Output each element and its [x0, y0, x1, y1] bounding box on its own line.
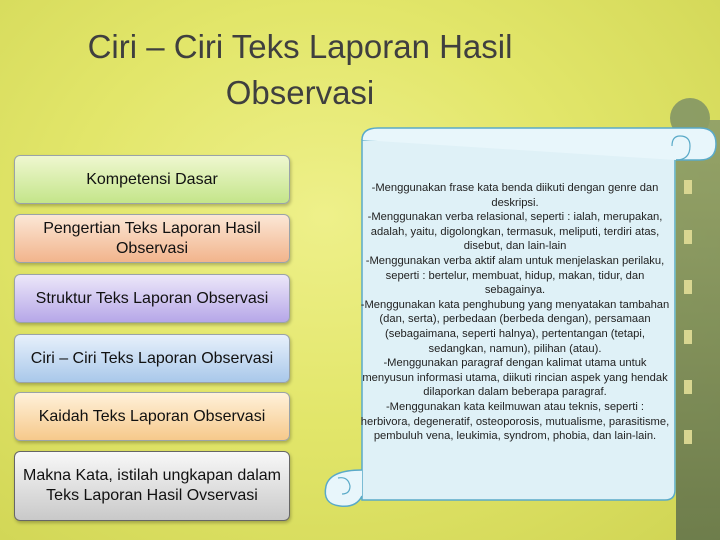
- menu-button-label: Makna Kata, istilah ungkapan dalam Teks Laporan Hasil Ovservasi: [23, 467, 281, 504]
- characteristic-paragraph: -Menggunakan kata penghubung yang menyatakan tambahan (dan, serta), perbedaan (berbeda dengan), persamaan (sebagaimana, seperti halnya), pertentangan (tetapi, sedangkan, namun), pilihan (atau).: [360, 298, 670, 355]
- characteristic-paragraph: -Menggunakan verba aktif alam untuk menjelaskan perilaku, seperti : bertelur, membuat, hidup, makan, tidur, dan sebagainya.: [365, 254, 665, 297]
- menu-button-label: Kaidah Teks Laporan Observasi: [38, 407, 266, 425]
- characteristic-paragraph: -Menggunakan kata keilmuwan atau teknis, seperti : herbivora, degeneratif, osteoporosis, mutualisme, parasitisme, pembuluh vena, leukimia, syndrom, phobia, dan lain-lain.: [360, 400, 670, 443]
- characteristic-paragraph: -Menggunakan verba relasional, seperti : ialah, merupakan, adalah, yaitu, digolongkan, termasuk, meliputi, terdiri atas, disebut, dan lain-lain: [367, 211, 663, 253]
- characteristic-paragraph: -Menggunakan paragraf dengan kalimat utama untuk menyusun informasi utama, diikuti rincian aspek yang hendak dilaporkan dalam beberapa paragraf.: [362, 357, 668, 399]
- slide-title-line-2: Observasi: [225, 74, 375, 111]
- characteristic-paragraph: -Menggunakan frase kata benda diikuti dengan genre dan deskripsi.: [371, 182, 659, 209]
- slide-title-line-1: Ciri – Ciri Teks Laporan Hasil: [87, 28, 513, 65]
- menu-button-label: Ciri – Ciri Teks Laporan Observasi: [30, 349, 274, 367]
- menu-button-label: Pengertian Teks Laporan Hasil Observasi: [43, 219, 261, 257]
- menu-button-label: Struktur Teks Laporan Observasi: [35, 289, 269, 307]
- characteristics-text: [360, 181, 670, 444]
- scroll-bottom-curl: [325, 470, 362, 506]
- menu-button-label: Kompetensi Dasar: [86, 170, 218, 188]
